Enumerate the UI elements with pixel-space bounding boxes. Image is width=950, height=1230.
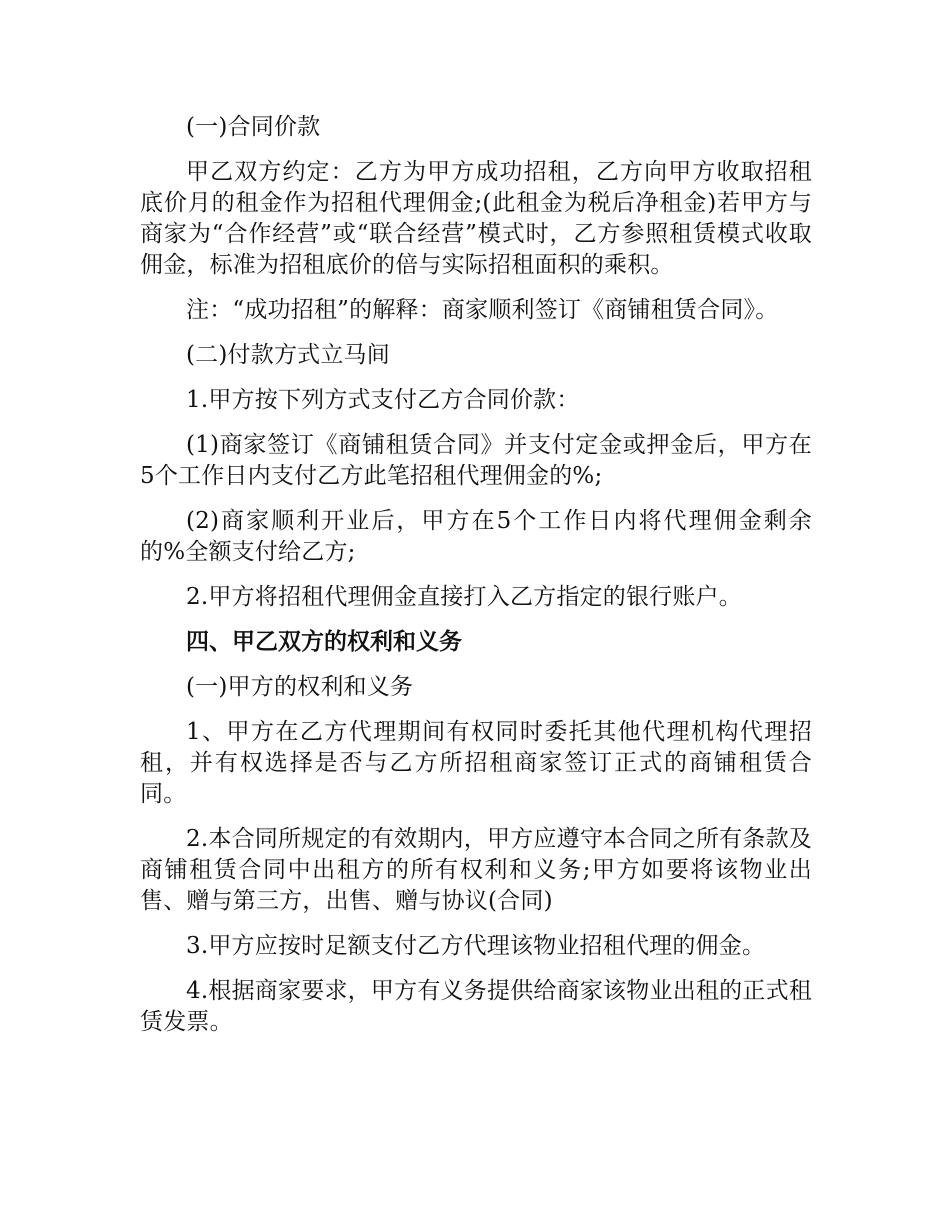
paragraph-payment-item-1: 1.甲方按下列方式支付乙方合同价款： — [186, 387, 580, 413]
paragraph-payment-subitem-1: (1)商家签订《商铺租赁合同》并支付定金或押金后，甲方在5个工作日内支付乙方此笔招租代理佣金的%; — [140, 432, 812, 489]
paragraph-party-a-item-2: 2.本合同所规定的有效期内，甲方应遵守本合同之所有条款及商铺租赁合同中出租方的所有权利和义务;甲方如要将该物业出售、赠与第三方，出售、赠与协议(合同) — [140, 826, 812, 914]
paragraph-note-successful-lease: 注：“成功招租”的解释：商家顺利签订《商铺租赁合同》。 — [186, 297, 779, 323]
paragraph-party-a-item-1: 1、甲方在乙方代理期间有权同时委托其他代理机构代理招租，并有权选择是否与乙方所招租商家签订正式的商铺租赁合同。 — [140, 719, 812, 807]
section-heading-rights-obligations: 四、甲乙双方的权利和义务 — [186, 629, 462, 655]
paragraph-payment-subitem-2: (2)商家顺利开业后，甲方在5个工作日内将代理佣金剩余的%全额支付给乙方; — [140, 508, 812, 565]
paragraph-party-a-item-3: 3.甲方应按时足额支付乙方代理该物业招租代理的佣金。 — [186, 933, 766, 959]
paragraph-party-a-item-4: 4.根据商家要求，甲方有义务提供给商家该物业出租的正式租赁发票。 — [140, 978, 812, 1035]
paragraph-payment-method-heading: (二)付款方式立马间 — [186, 342, 390, 368]
document-page — [140, 112, 812, 1052]
paragraph-party-a-heading: (一)甲方的权利和义务 — [186, 674, 414, 700]
paragraph-commission-agreement: 甲乙双方约定：乙方为甲方成功招租，乙方向甲方收取招租底价月的租金作为招租代理佣金;(此租金为税后净租金)若甲方与商家为“合作经营”或“联合经营”模式时，乙方参照租赁模式收取佣金，标准为招租底价的倍与实际招租面积的乘积。 — [140, 159, 812, 278]
paragraph-contract-price-heading: (一)合同价款 — [186, 114, 321, 140]
paragraph-payment-item-2: 2.甲方将招租代理佣金直接打入乙方指定的银行账户。 — [186, 584, 742, 610]
